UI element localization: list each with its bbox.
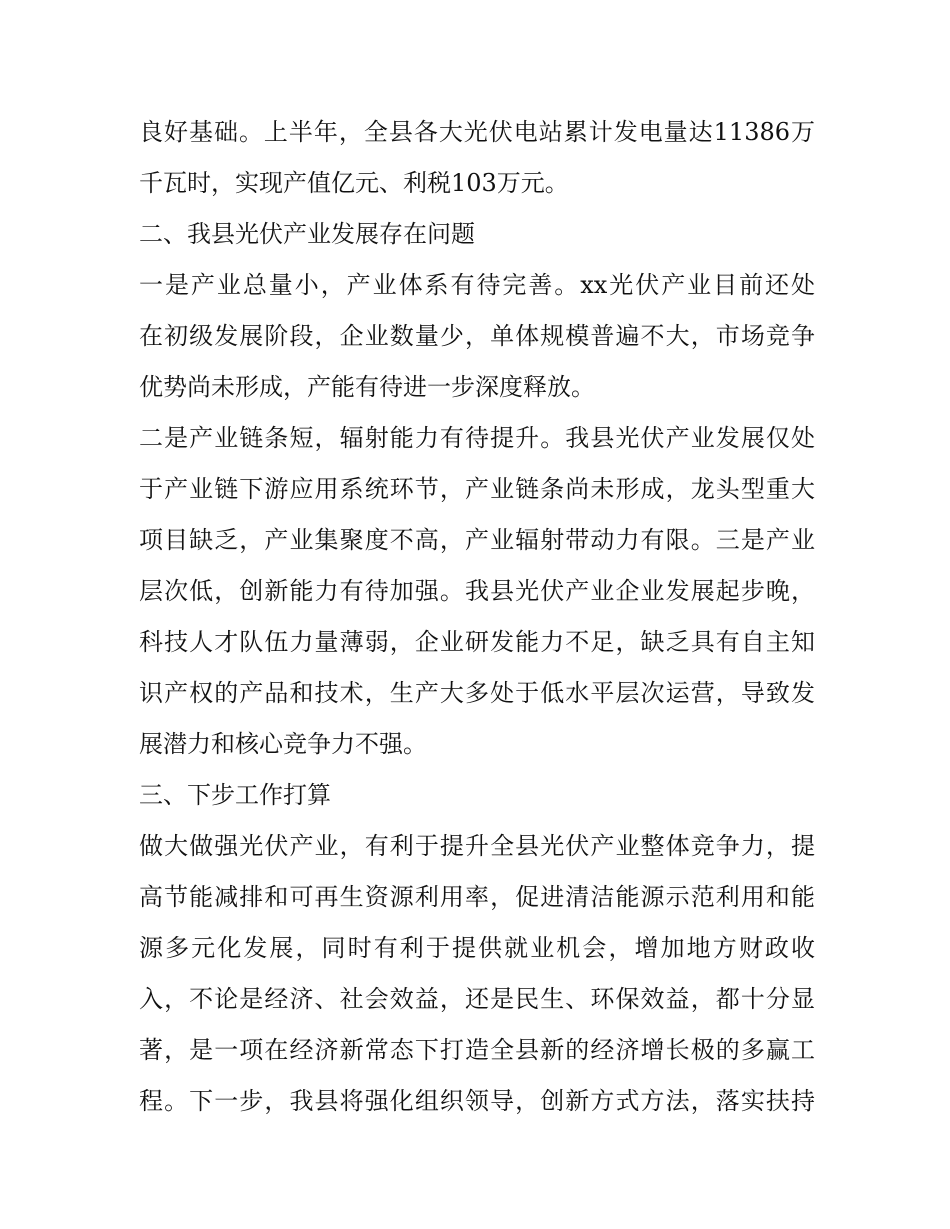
text-line: 著，是一项在经济新常态下打造全县新的经济增长极的多赢工 <box>139 1036 815 1064</box>
section-heading: 二、我县光伏产业发展存在问题 <box>139 220 475 248</box>
text-line: 层次低，创新能力有待加强。我县光伏产业企业发展起步晚， <box>139 577 815 605</box>
text-line: 科技人才队伍力量薄弱，企业研发能力不足，缺乏具有自主知 <box>139 628 815 656</box>
text-line: 项目缺乏，产业集聚度不高，产业辐射带动力有限。三是产业 <box>139 526 815 554</box>
text-line: 二是产业链条短，辐射能力有待提升。我县光伏产业发展仅处 <box>139 424 815 452</box>
text-line: 高节能减排和可再生资源利用率，促进清洁能源示范利用和能 <box>139 883 815 911</box>
text-line: 一是产业总量小，产业体系有待完善。xx光伏产业目前还处 <box>139 271 815 299</box>
text-line: 在初级发展阶段，企业数量少，单体规模普遍不大，市场竞争 <box>139 322 815 350</box>
text-line: 入，不论是经济、社会效益，还是民生、环保效益，都十分显 <box>139 985 815 1013</box>
document-body <box>139 107 815 1127</box>
text-line: 做大做强光伏产业，有利于提升全县光伏产业整体竞争力，提 <box>139 832 815 860</box>
text-line: 识产权的产品和技术，生产大多处于低水平层次运营，导致发 <box>139 679 815 707</box>
text-line: 千瓦时，实现产值亿元、利税103万元。 <box>139 169 569 197</box>
text-line: 程。下一步，我县将强化组织领导，创新方式方法，落实扶持 <box>139 1087 815 1115</box>
text-line: 展潜力和核心竞争力不强。 <box>139 730 427 758</box>
text-line: 良好基础。上半年，全县各大光伏电站累计发电量达11386万 <box>139 118 815 146</box>
section-heading: 三、下步工作打算 <box>139 781 331 809</box>
text-line: 源多元化发展，同时有利于提供就业机会，增加地方财政收 <box>139 934 815 962</box>
text-line: 优势尚未形成，产能有待进一步深度释放。 <box>139 373 595 401</box>
text-line: 于产业链下游应用系统环节，产业链条尚未形成，龙头型重大 <box>139 475 815 503</box>
